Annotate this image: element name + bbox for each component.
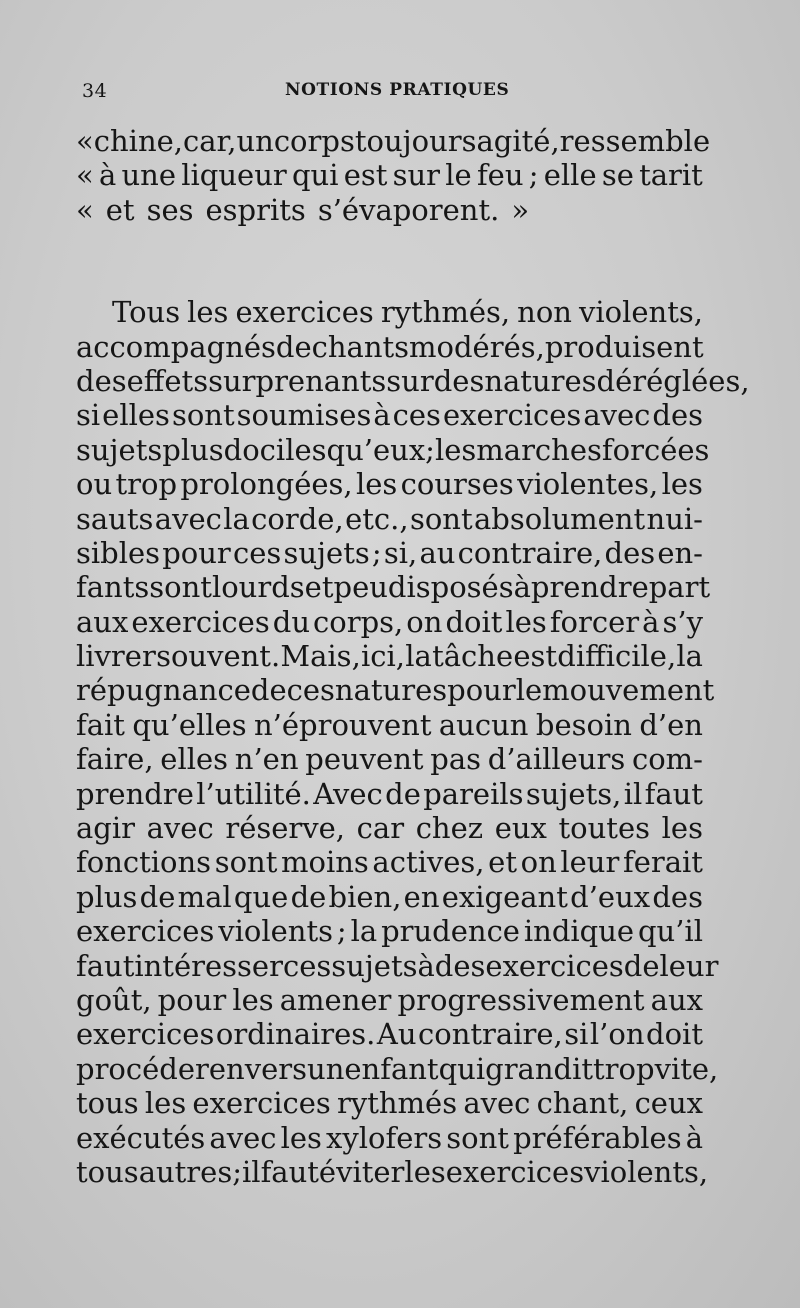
- text-line: sauts avec la corde, etc., sont absolument nui-: [76, 501, 703, 536]
- text-line: répugnance de ces natures pour le mouvement: [76, 673, 715, 708]
- text-line: ou trop prolongées, les courses violentes, les: [76, 467, 703, 502]
- text-line: accompagnés de chants modérés, produisent: [76, 329, 704, 364]
- text-line: sibles pour ces sujets ; si, au contraire, des en-: [76, 535, 703, 570]
- text-line: tous les exercices rythmés avec chant, ceux: [76, 1086, 703, 1121]
- text-line: exercices violents ; la prudence indique qu’il: [76, 914, 703, 949]
- page-number: 34: [82, 80, 108, 102]
- text-line: plus de mal que de bien, en exigeant d’eux des: [76, 879, 703, 914]
- text-line: Tous les exercices rythmés, non violents,: [112, 295, 703, 330]
- text-line: des effets surprenants sur des natures déréglées,: [76, 363, 750, 398]
- running-title: NOTIONS PRATIQUES: [285, 80, 510, 100]
- paragraph: [76, 295, 750, 1189]
- text-line: goût, pour les amener progressivement aux: [76, 982, 703, 1017]
- text-line: exécutés avec les xylofers sont préférables à: [76, 1120, 703, 1155]
- text-line: agir avec réserve, car chez eux toutes les: [76, 811, 703, 846]
- text-line: sujets plus dociles qu’eux ; les marches forcées: [76, 432, 710, 467]
- text-line: si elles sont soumises à ces exercices avec des: [76, 398, 703, 433]
- body-text: [76, 124, 750, 1189]
- text-line: livrer souvent. Mais, ici, la tâche est difficile, la: [76, 639, 703, 674]
- page-header: [82, 80, 702, 108]
- quote-line: « à une liqueur qui est sur le feu ; elle se tarit: [76, 158, 703, 193]
- text-line: faire, elles n’en peuvent pas d’ailleurs com-: [76, 742, 703, 777]
- text-line: faut intéresser ces sujets à des exercices de leur: [76, 948, 719, 983]
- text-line: tous autres ; il faut éviter les exercices violents,: [76, 1154, 709, 1189]
- text-line: prendre l’utilité. Avec de pareils sujets, il faut: [76, 776, 703, 811]
- paragraph-gap: [76, 227, 703, 295]
- text-line: fonctions sont moins actives, et on leur ferait: [76, 845, 703, 880]
- quote-line: « chine, car, un corps toujours agité, ressemble: [76, 124, 711, 158]
- text-line: exercices ordinaires. Au contraire, si l’on doit: [76, 1017, 703, 1052]
- quote-line: « et ses esprits s’évaporent. »: [76, 192, 530, 227]
- text-line: fait qu’elles n’éprouvent aucun besoin d’en: [76, 707, 703, 742]
- quotation-block: [76, 124, 711, 227]
- text-line: procéder envers un enfant qui grandit trop vite,: [76, 1051, 719, 1086]
- text-line: aux exercices du corps, on doit les forcer à s’y: [76, 604, 703, 639]
- text-line: fants sont lourds et peu disposés à prendre part: [76, 570, 711, 605]
